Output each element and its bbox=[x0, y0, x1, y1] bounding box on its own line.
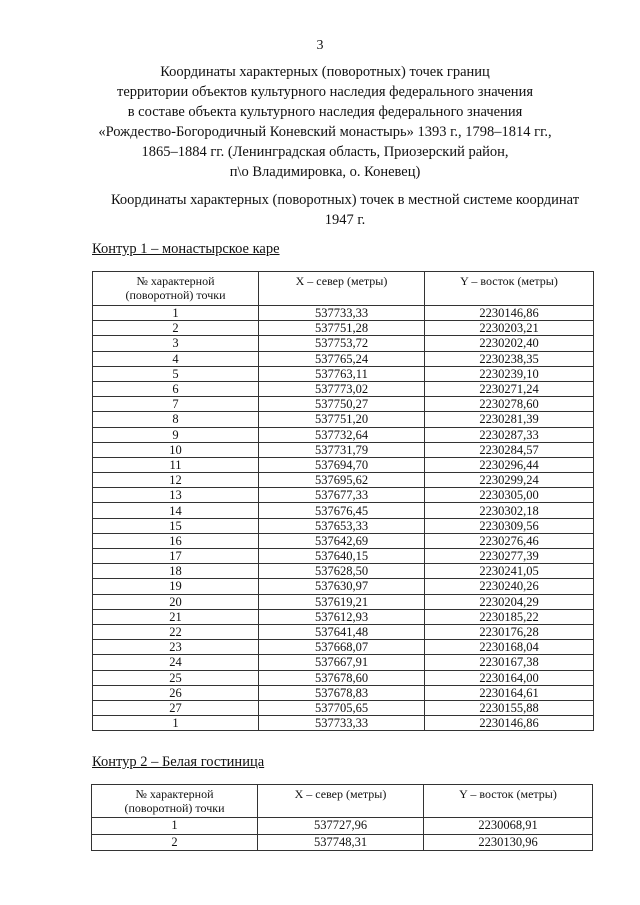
y-east-cell: 2230167,38 bbox=[425, 655, 594, 670]
point-number-cell: 17 bbox=[93, 549, 259, 564]
y-east-cell: 2230305,00 bbox=[425, 488, 594, 503]
x-north-cell: 537612,93 bbox=[259, 609, 425, 624]
point-number-cell: 1 bbox=[92, 818, 258, 835]
point-number-cell: 6 bbox=[93, 381, 259, 396]
y-east-cell: 2230277,39 bbox=[425, 549, 594, 564]
point-number-cell: 14 bbox=[93, 503, 259, 518]
y-east-cell: 2230146,86 bbox=[425, 306, 594, 321]
y-east-cell: 2230130,96 bbox=[424, 834, 593, 851]
title-line: территории объектов культурного наследия федерального значения bbox=[117, 84, 533, 100]
y-east-cell: 2230239,10 bbox=[425, 366, 594, 381]
contour-1-table bbox=[92, 271, 594, 731]
header-point-number bbox=[93, 272, 259, 306]
table-row bbox=[93, 594, 594, 609]
y-east-cell: 2230309,56 bbox=[425, 518, 594, 533]
x-north-cell: 537763,11 bbox=[259, 366, 425, 381]
point-number-cell: 3 bbox=[93, 336, 259, 351]
y-east-cell: 2230164,61 bbox=[425, 685, 594, 700]
title-line: п\о Владимировка, о. Коневец) bbox=[229, 164, 421, 180]
y-east-cell: 2230204,29 bbox=[425, 594, 594, 609]
table-row bbox=[93, 533, 594, 548]
table-row bbox=[93, 579, 594, 594]
table-row bbox=[93, 366, 594, 381]
table-row bbox=[93, 473, 594, 488]
y-east-cell: 2230155,88 bbox=[425, 700, 594, 715]
y-east-cell: 2230302,18 bbox=[425, 503, 594, 518]
table-row bbox=[93, 518, 594, 533]
point-number-cell: 16 bbox=[93, 533, 259, 548]
x-north-cell: 537727,96 bbox=[258, 818, 424, 835]
point-number-cell: 21 bbox=[93, 609, 259, 624]
x-north-cell: 537731,79 bbox=[259, 442, 425, 457]
point-number-cell: 22 bbox=[93, 624, 259, 639]
table-row bbox=[93, 306, 594, 321]
table-row bbox=[93, 397, 594, 412]
x-north-cell: 537640,15 bbox=[259, 549, 425, 564]
document-title bbox=[60, 62, 590, 182]
title-line: в составе объекта культурного наследия федерального значения bbox=[127, 104, 523, 120]
y-east-cell: 2230240,26 bbox=[425, 579, 594, 594]
header-text: (поворотной) точки bbox=[124, 801, 225, 815]
point-number-cell: 24 bbox=[93, 655, 259, 670]
x-north-cell: 537733,33 bbox=[259, 306, 425, 321]
y-east-cell: 2230176,28 bbox=[425, 624, 594, 639]
y-east-cell: 2230276,46 bbox=[425, 533, 594, 548]
table-row bbox=[93, 381, 594, 396]
point-number-cell: 8 bbox=[93, 412, 259, 427]
contour-2-heading: Контур 2 – Белая гостиница bbox=[92, 754, 265, 770]
y-east-cell: 2230299,24 bbox=[425, 473, 594, 488]
x-north-cell: 537748,31 bbox=[258, 834, 424, 851]
point-number-cell: 5 bbox=[93, 366, 259, 381]
point-number-cell: 1 bbox=[93, 306, 259, 321]
header-x: X – север (метры) bbox=[258, 785, 424, 818]
table-row bbox=[93, 412, 594, 427]
table-row bbox=[93, 336, 594, 351]
subtitle-line: 1947 г. bbox=[324, 212, 366, 228]
point-number-cell: 2 bbox=[93, 321, 259, 336]
header-text: (поворотной) точки bbox=[125, 288, 226, 302]
y-east-cell: 2230146,86 bbox=[425, 716, 594, 731]
x-north-cell: 537753,72 bbox=[259, 336, 425, 351]
y-east-cell: 2230164,00 bbox=[425, 670, 594, 685]
y-east-cell: 2230068,91 bbox=[424, 818, 593, 835]
point-number-cell: 23 bbox=[93, 640, 259, 655]
table-row bbox=[92, 818, 593, 835]
x-north-cell: 537619,21 bbox=[259, 594, 425, 609]
y-east-cell: 2230281,39 bbox=[425, 412, 594, 427]
table-row bbox=[93, 488, 594, 503]
table-row bbox=[93, 351, 594, 366]
point-number-cell: 10 bbox=[93, 442, 259, 457]
y-east-cell: 2230203,21 bbox=[425, 321, 594, 336]
point-number-cell: 11 bbox=[93, 457, 259, 472]
x-north-cell: 537678,83 bbox=[259, 685, 425, 700]
table-row bbox=[93, 624, 594, 639]
x-north-cell: 537773,02 bbox=[259, 381, 425, 396]
table-row bbox=[93, 549, 594, 564]
y-east-cell: 2230241,05 bbox=[425, 564, 594, 579]
table-row bbox=[93, 442, 594, 457]
table-row bbox=[93, 670, 594, 685]
table-row bbox=[93, 503, 594, 518]
table-row bbox=[93, 564, 594, 579]
point-number-cell: 27 bbox=[93, 700, 259, 715]
x-north-cell: 537751,20 bbox=[259, 412, 425, 427]
x-north-cell: 537676,45 bbox=[259, 503, 425, 518]
header-y: Y – восток (метры) bbox=[425, 272, 594, 306]
table-row bbox=[93, 700, 594, 715]
y-east-cell: 2230278,60 bbox=[425, 397, 594, 412]
table-header-row bbox=[93, 272, 594, 306]
y-east-cell: 2230287,33 bbox=[425, 427, 594, 442]
x-north-cell: 537694,70 bbox=[259, 457, 425, 472]
title-line: «Рождество-Богородичный Коневский монастырь» 1393 г., 1798–1814 гг., bbox=[98, 124, 552, 140]
title-line: 1865–1884 гг. (Ленинградская область, Приозерский район, bbox=[141, 144, 509, 160]
table-row bbox=[92, 834, 593, 851]
contour-2-table bbox=[91, 784, 593, 851]
y-east-cell: 2230168,04 bbox=[425, 640, 594, 655]
x-north-cell: 537641,48 bbox=[259, 624, 425, 639]
y-east-cell: 2230202,40 bbox=[425, 336, 594, 351]
x-north-cell: 537750,27 bbox=[259, 397, 425, 412]
x-north-cell: 537667,91 bbox=[259, 655, 425, 670]
x-north-cell: 537705,65 bbox=[259, 700, 425, 715]
point-number-cell: 13 bbox=[93, 488, 259, 503]
y-east-cell: 2230238,35 bbox=[425, 351, 594, 366]
header-y: Y – восток (метры) bbox=[424, 785, 593, 818]
point-number-cell: 4 bbox=[93, 351, 259, 366]
header-text: № характерной bbox=[135, 787, 214, 801]
point-number-cell: 12 bbox=[93, 473, 259, 488]
x-north-cell: 537733,33 bbox=[259, 716, 425, 731]
x-north-cell: 537695,62 bbox=[259, 473, 425, 488]
page-number: 3 bbox=[316, 38, 324, 53]
x-north-cell: 537653,33 bbox=[259, 518, 425, 533]
x-north-cell: 537765,24 bbox=[259, 351, 425, 366]
point-number-cell: 1 bbox=[93, 716, 259, 731]
point-number-cell: 18 bbox=[93, 564, 259, 579]
header-x: X – север (метры) bbox=[259, 272, 425, 306]
point-number-cell: 25 bbox=[93, 670, 259, 685]
x-north-cell: 537732,64 bbox=[259, 427, 425, 442]
table-row bbox=[93, 655, 594, 670]
subtitle-line: Координаты характерных (поворотных) точек в местной системе координат bbox=[110, 192, 580, 208]
table-header-row bbox=[92, 785, 593, 818]
point-number-cell: 7 bbox=[93, 397, 259, 412]
point-number-cell: 2 bbox=[92, 834, 258, 851]
point-number-cell: 9 bbox=[93, 427, 259, 442]
y-east-cell: 2230271,24 bbox=[425, 381, 594, 396]
contour-1-heading: Контур 1 – монастырское каре bbox=[92, 241, 280, 257]
y-east-cell: 2230185,22 bbox=[425, 609, 594, 624]
x-north-cell: 537642,69 bbox=[259, 533, 425, 548]
point-number-cell: 26 bbox=[93, 685, 259, 700]
y-east-cell: 2230296,44 bbox=[425, 457, 594, 472]
header-text: № характерной bbox=[136, 274, 215, 288]
table-row bbox=[93, 457, 594, 472]
table-row bbox=[93, 321, 594, 336]
table-row bbox=[93, 609, 594, 624]
table-row bbox=[93, 716, 594, 731]
x-north-cell: 537678,60 bbox=[259, 670, 425, 685]
point-number-cell: 19 bbox=[93, 579, 259, 594]
header-point-number bbox=[92, 785, 258, 818]
point-number-cell: 15 bbox=[93, 518, 259, 533]
table-row bbox=[93, 427, 594, 442]
table-row bbox=[93, 685, 594, 700]
x-north-cell: 537668,07 bbox=[259, 640, 425, 655]
title-line: Координаты характерных (поворотных) точек границ bbox=[160, 64, 490, 80]
x-north-cell: 537751,28 bbox=[259, 321, 425, 336]
coordinate-system-subtitle bbox=[85, 190, 605, 230]
x-north-cell: 537628,50 bbox=[259, 564, 425, 579]
x-north-cell: 537677,33 bbox=[259, 488, 425, 503]
table-row bbox=[93, 640, 594, 655]
y-east-cell: 2230284,57 bbox=[425, 442, 594, 457]
x-north-cell: 537630,97 bbox=[259, 579, 425, 594]
point-number-cell: 20 bbox=[93, 594, 259, 609]
